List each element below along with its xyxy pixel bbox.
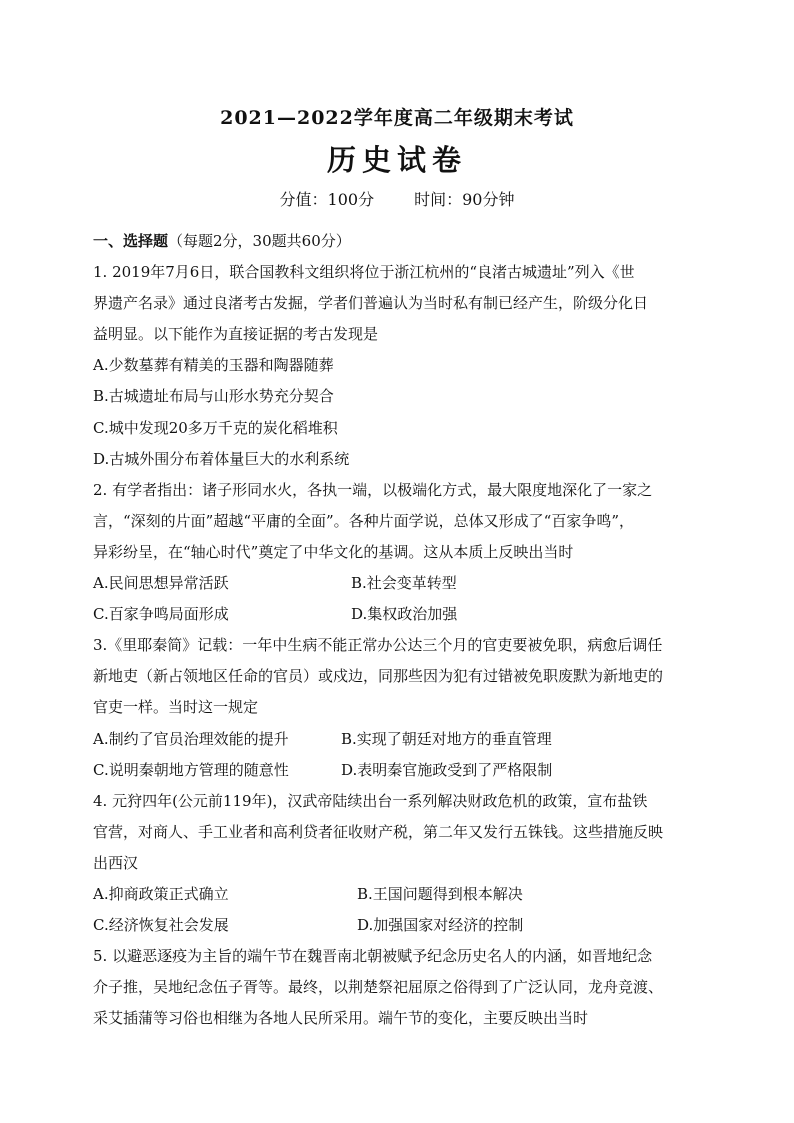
question-2 bbox=[93, 475, 715, 630]
option-b: B.古城遗址布局与山形水势充分契合 bbox=[93, 387, 334, 406]
question-text-line: 5. 以避恶逐疫为主旨的端午节在魏晋南北朝被赋予纪念历史名人的内涵，如晋地纪念 bbox=[93, 947, 653, 966]
option-b: B.王国问题得到根本解决 bbox=[357, 884, 523, 903]
question-4 bbox=[93, 786, 715, 941]
option-c: C.百家争鸣局面形成 bbox=[93, 605, 229, 624]
option-b: B.社会变革转型 bbox=[351, 574, 457, 593]
option-c: C.说明秦朝地方管理的随意性 bbox=[93, 760, 289, 779]
option-d: D.加强国家对经济的控制 bbox=[357, 916, 524, 935]
option-row bbox=[93, 879, 715, 910]
section-heading bbox=[93, 226, 715, 257]
exam-meta bbox=[0, 187, 794, 210]
question-text-line: 官吏一样。当时这一规定 bbox=[93, 698, 259, 717]
option-a: A.制约了官员治理效能的提升 bbox=[93, 729, 289, 748]
section-title: 一、选择题 bbox=[93, 232, 169, 250]
question-text-line: 言，“深刻的片面”超越“平庸的全面”。各种片面学说，总体又形成了“百家争鸣”， bbox=[93, 511, 635, 530]
question-text-line: 介子推，吴地纪念伍子胥等。最终，以荆楚祭祀屈原之俗得到了广泛认同，龙舟竞渡、 bbox=[93, 978, 664, 997]
option-row bbox=[93, 755, 715, 786]
question-text-line: 4. 元狩四年(公元前119年)，汉武帝陆续出台一系列解决财政危机的政策，宣布盐铁 bbox=[93, 791, 648, 810]
option-a: A.抑商政策正式确立 bbox=[93, 884, 229, 903]
option-row bbox=[93, 910, 715, 941]
question-text-line: 出西汉 bbox=[93, 853, 139, 872]
question-text-line: 采艾插蒲等习俗也相继为各地人民所采用。端午节的变化，主要反映出当时 bbox=[93, 1009, 589, 1028]
question-5 bbox=[93, 941, 715, 1034]
option-a: A.民间思想异常活跃 bbox=[93, 574, 229, 593]
time-info: 时间：90分钟 bbox=[414, 190, 515, 209]
option-row bbox=[93, 568, 715, 599]
question-text-line: 1. 2019年7月6日，联合国教科文组织将位于浙江杭州的“良渚古城遗址”列入《世 bbox=[93, 263, 635, 282]
option-c: C.经济恢复社会发展 bbox=[93, 916, 229, 935]
option-b: B.实现了朝廷对地方的垂直管理 bbox=[341, 729, 552, 748]
exam-title: 2021—2022学年度高二年级期末考试 bbox=[220, 107, 574, 129]
option-row bbox=[93, 724, 715, 755]
option-d: D.古城外围分布着体量巨大的水利系统 bbox=[93, 449, 350, 468]
option-a: A.少数墓葬有精美的玉器和陶器随葬 bbox=[93, 356, 334, 375]
section-note: （每题2分，30题共60分） bbox=[168, 232, 351, 250]
score-info: 分值：100分 bbox=[279, 190, 375, 209]
option-c: C.城中发现20多万千克的炭化稻堆积 bbox=[93, 418, 338, 437]
question-1 bbox=[93, 257, 715, 475]
question-text-line: 新地吏（新占领地区任命的官员）或戍边，同那些因为犯有过错被免职废默为新地吏的 bbox=[93, 667, 664, 686]
question-text-line: 3.《里耶秦简》记载：一年中生病不能正常办公达三个月的官吏要被免职，病愈后调任 bbox=[93, 636, 663, 655]
question-text-line: 界遗产名录》通过良渚考古发掘，学者们普遍认为当时私有制已经产生，阶级分化日 bbox=[93, 294, 649, 313]
exam-content bbox=[93, 226, 715, 1034]
question-text-line: 异彩纷呈，在“轴心时代”奠定了中华文化的基调。这从本质上反映出当时 bbox=[93, 542, 574, 561]
question-text-line: 益明显。以下能作为直接证据的考古发现是 bbox=[93, 325, 379, 344]
question-text-line: 2. 有学者指出：诸子形同水火，各执一端，以极端化方式，最大限度地深化了一家之 bbox=[93, 480, 653, 499]
option-d: D.表明秦官施政受到了严格限制 bbox=[341, 760, 553, 779]
option-row bbox=[93, 599, 715, 630]
option-d: D.集权政治加强 bbox=[351, 605, 458, 624]
question-text-line: 官营，对商人、手工业者和高利贷者征收财产税，第二年又发行五铢钱。这些措施反映 bbox=[93, 822, 664, 841]
exam-subject-title: 历史试卷 bbox=[326, 143, 467, 177]
question-3 bbox=[93, 630, 715, 785]
